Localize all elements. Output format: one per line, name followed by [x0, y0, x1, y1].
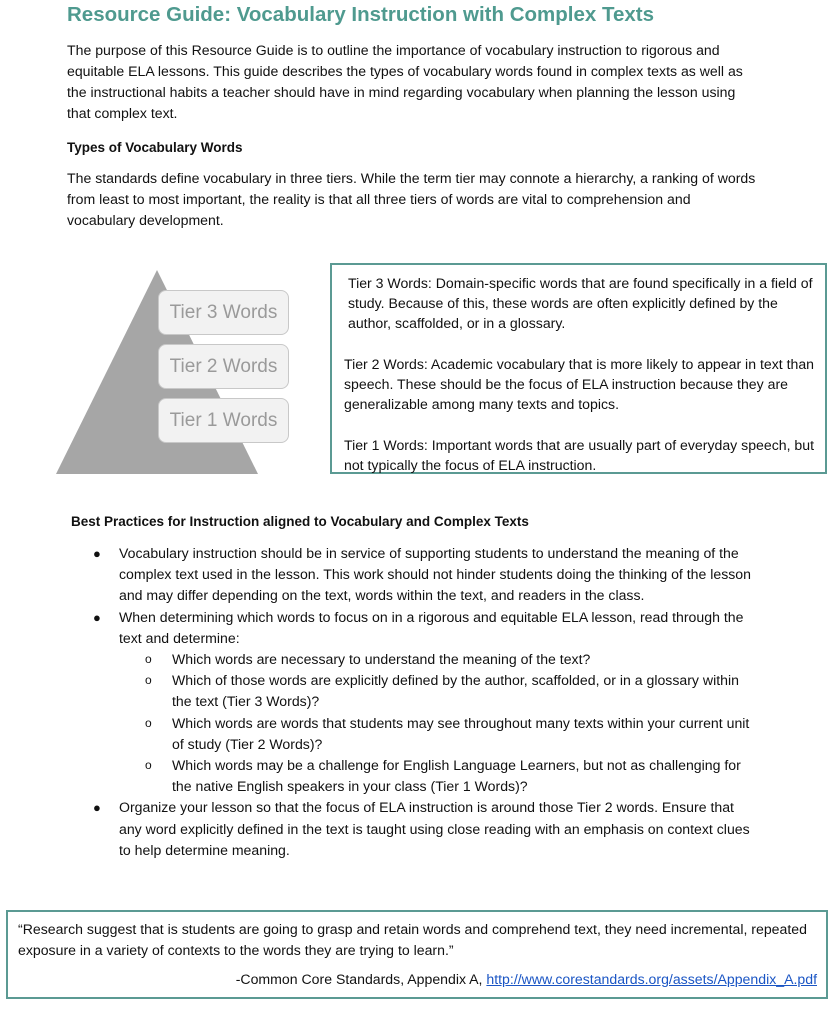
sub-bullet-text: Which words may be a challenge for English Language Learners, but not as challenging for the native English speakers in your class (Tier 1 Words)?: [172, 757, 741, 795]
tier-3-definition: Tier 3 Words: Domain-specific words that are found specifically in a field of study. Because of this, these words are often explicitly defined by the author, scaffolded, or in a glossary.: [348, 275, 813, 331]
sub-list-item: [145, 670, 759, 712]
sub-bullet-text: Which words are words that students may see throughout many texts within your current unit of study (Tier 2 Words)?: [172, 714, 750, 752]
best-practices-heading: Best Practices for Instruction aligned to Vocabulary and Complex Texts: [71, 514, 529, 529]
circle-bullet-icon: o: [145, 673, 152, 688]
page-title: Resource Guide: Vocabulary Instruction with Complex Texts: [67, 3, 655, 26]
circle-bullet-icon: o: [145, 652, 152, 667]
sub-bullet-list: [119, 649, 759, 797]
citation-source: -Common Core Standards, Appendix A,: [235, 971, 487, 987]
intro-paragraph: The purpose of this Resource Guide is to outline the importance of vocabulary instruction to rigorous and equitable ELA lessons. This guide describes the types of vocabulary words found in complex texts as well as the instructional habits a teacher should have in mind regarding vocabulary when planning the lesson using that complex text.: [67, 42, 743, 121]
tier-definitions-box: [330, 263, 827, 474]
quote-text: “Research suggest that is students are going to grasp and retain words and comprehend text, they need incremental, repeated exposure in a variety of contexts to the words they are trying to learn.”: [18, 921, 807, 958]
bullet-icon: ●: [93, 800, 101, 816]
sub-list-item: [145, 649, 759, 670]
sub-bullet-text: Which words are necessary to understand the meaning of the text?: [172, 651, 591, 668]
best-practices-list: [93, 543, 759, 861]
types-paragraph: The standards define vocabulary in three tiers. While the term tier may connote a hierarchy, a ranking of words from least to most important, the reality is that all three tiers of words are vital to comprehension and vocabulary development.: [67, 170, 756, 228]
quote-box: [6, 910, 828, 999]
sub-bullet-text: Which of those words are explicitly defined by the author, scaffolded, or in a glossary within the text (Tier 3 Words)?: [172, 672, 739, 710]
list-item: [93, 607, 759, 798]
pyramid-tier-2-label: Tier 2 Words: [158, 344, 289, 389]
list-item: [93, 543, 759, 607]
pyramid-tier-3-label: Tier 3 Words: [158, 290, 289, 335]
pyramid-tier-1-label: Tier 1 Words: [158, 398, 289, 443]
types-heading: Types of Vocabulary Words: [67, 140, 243, 155]
list-item: [93, 797, 759, 861]
bullet-text: Organize your lesson so that the focus of ELA instruction is around those Tier 2 words. Ensure that any word explicitly defined in the text is taught using close reading with an emphasis on context clues to help determine meaning.: [119, 799, 750, 858]
bullet-icon: ●: [93, 609, 101, 625]
tier-2-definition: Tier 2 Words: Academic vocabulary that is more likely to appear in text than speech. These should be the focus of ELA instruction because they are generalizable among many texts and topics.: [344, 356, 815, 412]
bullet-icon: ●: [93, 546, 101, 561]
appendix-a-link[interactable]: http://www.corestandards.org/assets/Appendix_A.pdf: [486, 971, 817, 987]
tier-1-definition: Tier 1 Words: Important words that are usually part of everyday speech, but not typically the focus of ELA instruction.: [344, 437, 815, 473]
sub-list-item: [145, 755, 759, 797]
circle-bullet-icon: o: [145, 758, 152, 773]
quote-citation: [236, 969, 817, 990]
sub-list-item: [145, 713, 759, 755]
bullet-text: Vocabulary instruction should be in service of supporting students to understand the meaning of the complex text used in the lesson. This work should not hinder students doing the thinking of the lesson and may differ depending on the text, words within the text, and readers in the class.: [119, 545, 751, 604]
circle-bullet-icon: o: [145, 715, 152, 730]
bullet-text: When determining which words to focus on in a rigorous and equitable ELA lesson, read through the text and determine:: [119, 608, 744, 646]
